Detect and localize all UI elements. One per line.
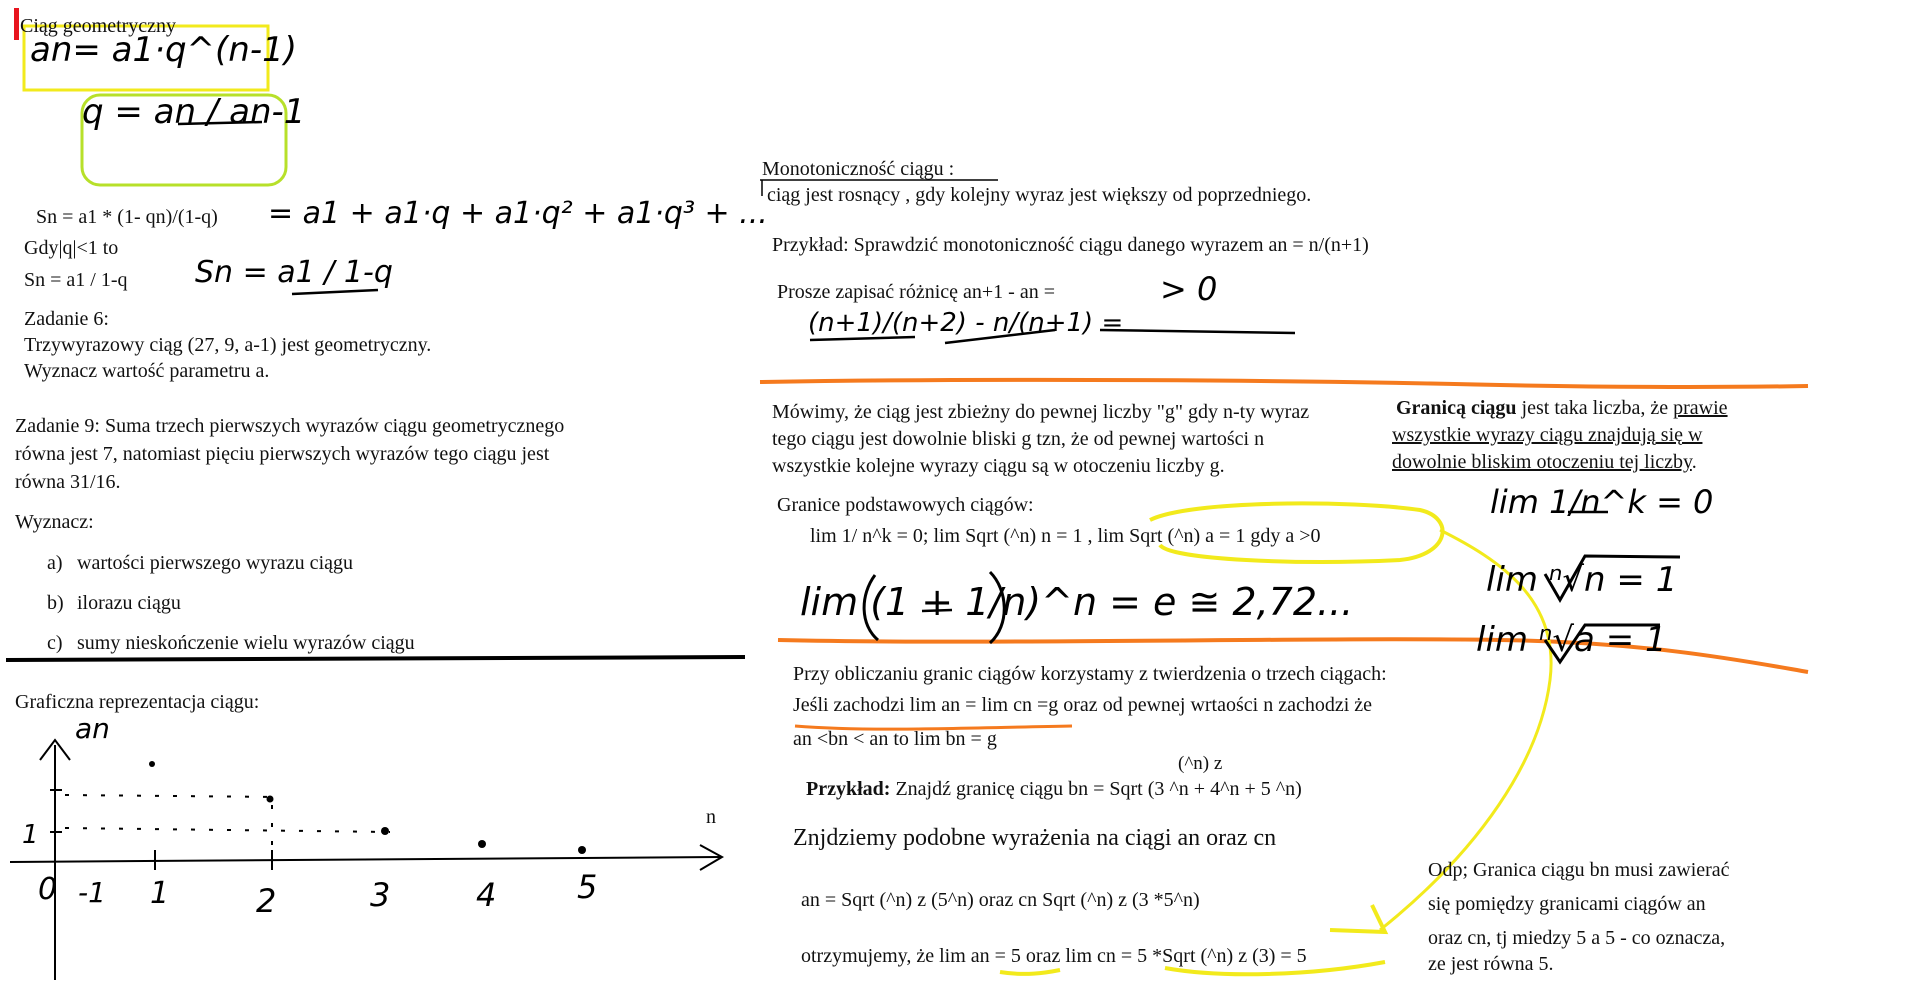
graph-ticks: [50, 790, 272, 870]
item-a-letter: a): [47, 552, 63, 574]
orange-divider-1: [760, 380, 1808, 387]
squeeze-line1: Przy obliczaniu granic ciągów korzystamy z twierdzenia o trzech ciągach:: [793, 663, 1387, 685]
answer-line3: oraz cn, tj miedzy 5 a 5 - co oznacza,: [1428, 927, 1726, 949]
example2-rest: Znajdź granicę ciągu bn = Sqrt (3 ^n + 4^n + 5 ^n): [890, 778, 1302, 800]
task9-line3: równa 31/16.: [15, 471, 121, 493]
limit-def-bold: Granicą ciągu: [1396, 397, 1517, 419]
item-a-text: wartości pierwszego wyrazu ciągu: [77, 552, 353, 574]
example2-note: (^n) z: [1178, 753, 1223, 774]
graph-tick-5: 5: [577, 868, 598, 906]
example2-line: [806, 777, 1302, 801]
yellow-underline-an: [1000, 970, 1060, 974]
mono-definition: ciąg jest rosnący , gdy kolejny wyraz jest większy od poprzedniego.: [767, 184, 1312, 206]
sum-infinite: Sn = a1 / 1-q: [24, 269, 128, 291]
limit-def-line3: [1392, 450, 1697, 474]
hw-frac-sn: [292, 290, 378, 294]
graph-tick-m1: -1: [78, 876, 106, 909]
yellow-arrow-head: [1330, 905, 1385, 932]
hw-result-line: [1100, 330, 1295, 333]
item-b-text: ilorazu ciągu: [77, 592, 181, 614]
hw-formula-an: an= a1·q^(n-1): [30, 30, 298, 70]
graph-points: [149, 761, 586, 854]
convergence-line3: wszystkie kolejne wyrazy ciągu są w otoczeniu liczby g.: [772, 455, 1225, 477]
hw-lim-1-nk: lim 1/n^k = 0: [1490, 483, 1714, 521]
heading-geometric: Ciąg geometryczny: [20, 15, 177, 37]
example1: Przykład: Sprawdzić monotoniczność ciągu danego wyrazem an = n/(n+1): [772, 234, 1369, 256]
hw-sum-infinite: Sn = a1 / 1-q: [195, 255, 393, 290]
condition-line: Gdy|q|<1 to: [24, 237, 119, 259]
hw-sum-expansion: = a1 + a1·q + a1·q² + a1·q³ + ...: [268, 196, 768, 231]
an-cn-definition: an = Sqrt (^n) z (5^n) oraz cn Sqrt (^n) z (3 *5^n): [801, 889, 1200, 911]
result-line: otrzymujemy, że lim an = 5 oraz lim cn = 5 *Sqrt (^n) z (3) = 5: [801, 945, 1307, 967]
hw-lim-root-n: lim ⁿ√n = 1: [1486, 560, 1678, 600]
graph-label-n: n: [706, 806, 716, 828]
hw-diff-expression: (n+1)/(n+2) - n/(n+1) =: [808, 308, 1124, 338]
limit-def-end: .: [1691, 451, 1697, 473]
basic-limits-title: Granice podstawowych ciągów:: [777, 494, 1034, 516]
basic-limits: lim 1/ n^k = 0; lim Sqrt (^n) n = 1 , lim Sqrt (^n) a = 1 gdy a >0: [810, 525, 1321, 547]
graph-title: Graficzna reprezentacja ciągu:: [15, 691, 260, 713]
sum-formula: Sn = a1 * (1- qn)/(1-q): [36, 206, 218, 228]
task6-line2: Wyznacz wartość parametru a.: [24, 360, 270, 382]
answer-line2: się pomiędzy granicami ciągów an: [1428, 893, 1706, 915]
limit-def-line1: [1396, 396, 1728, 420]
left-divider: [6, 657, 745, 660]
graph-label-an: an: [75, 712, 110, 745]
graph-dotted-guides: [65, 795, 390, 850]
graph-tick-0: 0: [38, 872, 58, 907]
instruction-diff: Prosze zapisać różnicę an+1 - an =: [777, 281, 1055, 303]
hw-formula-q: q = an / an-1: [82, 92, 306, 132]
graph-tick-1: 1: [150, 876, 170, 911]
task6-title: Zadanie 6:: [24, 308, 109, 330]
similar-expressions: Znjdziemy podobne wyrażenia na ciągi an oraz cn: [793, 825, 1277, 851]
graph-tick-3: 3: [370, 876, 391, 914]
item-c-text: sumy nieskończenie wielu wyrazów ciągu: [77, 632, 415, 654]
answer-line4: ze jest równa 5.: [1428, 953, 1554, 975]
graph-tick-4: 4: [476, 876, 497, 914]
mono-title: Monotoniczność ciągu :: [762, 158, 955, 180]
limit-def-line2: wszystkie wyrazy ciągu znajdują się w: [1392, 424, 1703, 446]
graph-x-axis: [10, 857, 720, 862]
hw-lim-root-a: lim ⁿ√a = 1: [1476, 620, 1667, 660]
task9-line2: równa jest 7, natomiast pięciu pierwszych wyrazów tego ciągu jest: [15, 443, 550, 465]
hw-greater-zero: > 0: [1160, 270, 1218, 308]
item-c-letter: c): [47, 632, 63, 654]
find-label: Wyznacz:: [15, 511, 94, 533]
convergence-line2: tego ciągu jest dowolnie bliski g tzn, że od pewnej wartości n: [772, 428, 1265, 450]
red-cursor-mark: [14, 8, 19, 40]
answer-line1: Odp; Granica ciągu bn musi zawierać: [1428, 859, 1730, 881]
squeeze-line3: an <bn < an to lim bn = g: [793, 728, 997, 750]
graph-tick-2: 2: [256, 882, 277, 920]
hw-lim-e: lim (1 + 1/n)^n = e ≅ 2,72...: [800, 580, 1354, 624]
task9-line1: Zadanie 9: Suma trzech pierwszych wyrazów ciągu geometrycznego: [15, 415, 565, 437]
graph-ytick-1: 1: [22, 820, 39, 850]
limit-def-rest: jest taka liczba, że: [1516, 397, 1674, 419]
limit-def-ul1: prawie: [1673, 397, 1728, 419]
squeeze-line2: Jeśli zachodzi lim an = lim cn =g oraz od pewnej wrtaości n zachodzi że: [793, 694, 1373, 716]
task6-line1: Trzywyrazowy ciąg (27, 9, a-1) jest geometryczny.: [24, 334, 432, 356]
convergence-line1: Mówimy, że ciąg jest zbieżny do pewnej liczby "g" gdy n-ty wyraz: [772, 401, 1310, 423]
item-b-letter: b): [47, 592, 64, 614]
limit-def-ul3: dowolnie bliskim otoczeniu tej liczby: [1392, 451, 1692, 473]
example2-bold: Przykład:: [806, 778, 891, 800]
